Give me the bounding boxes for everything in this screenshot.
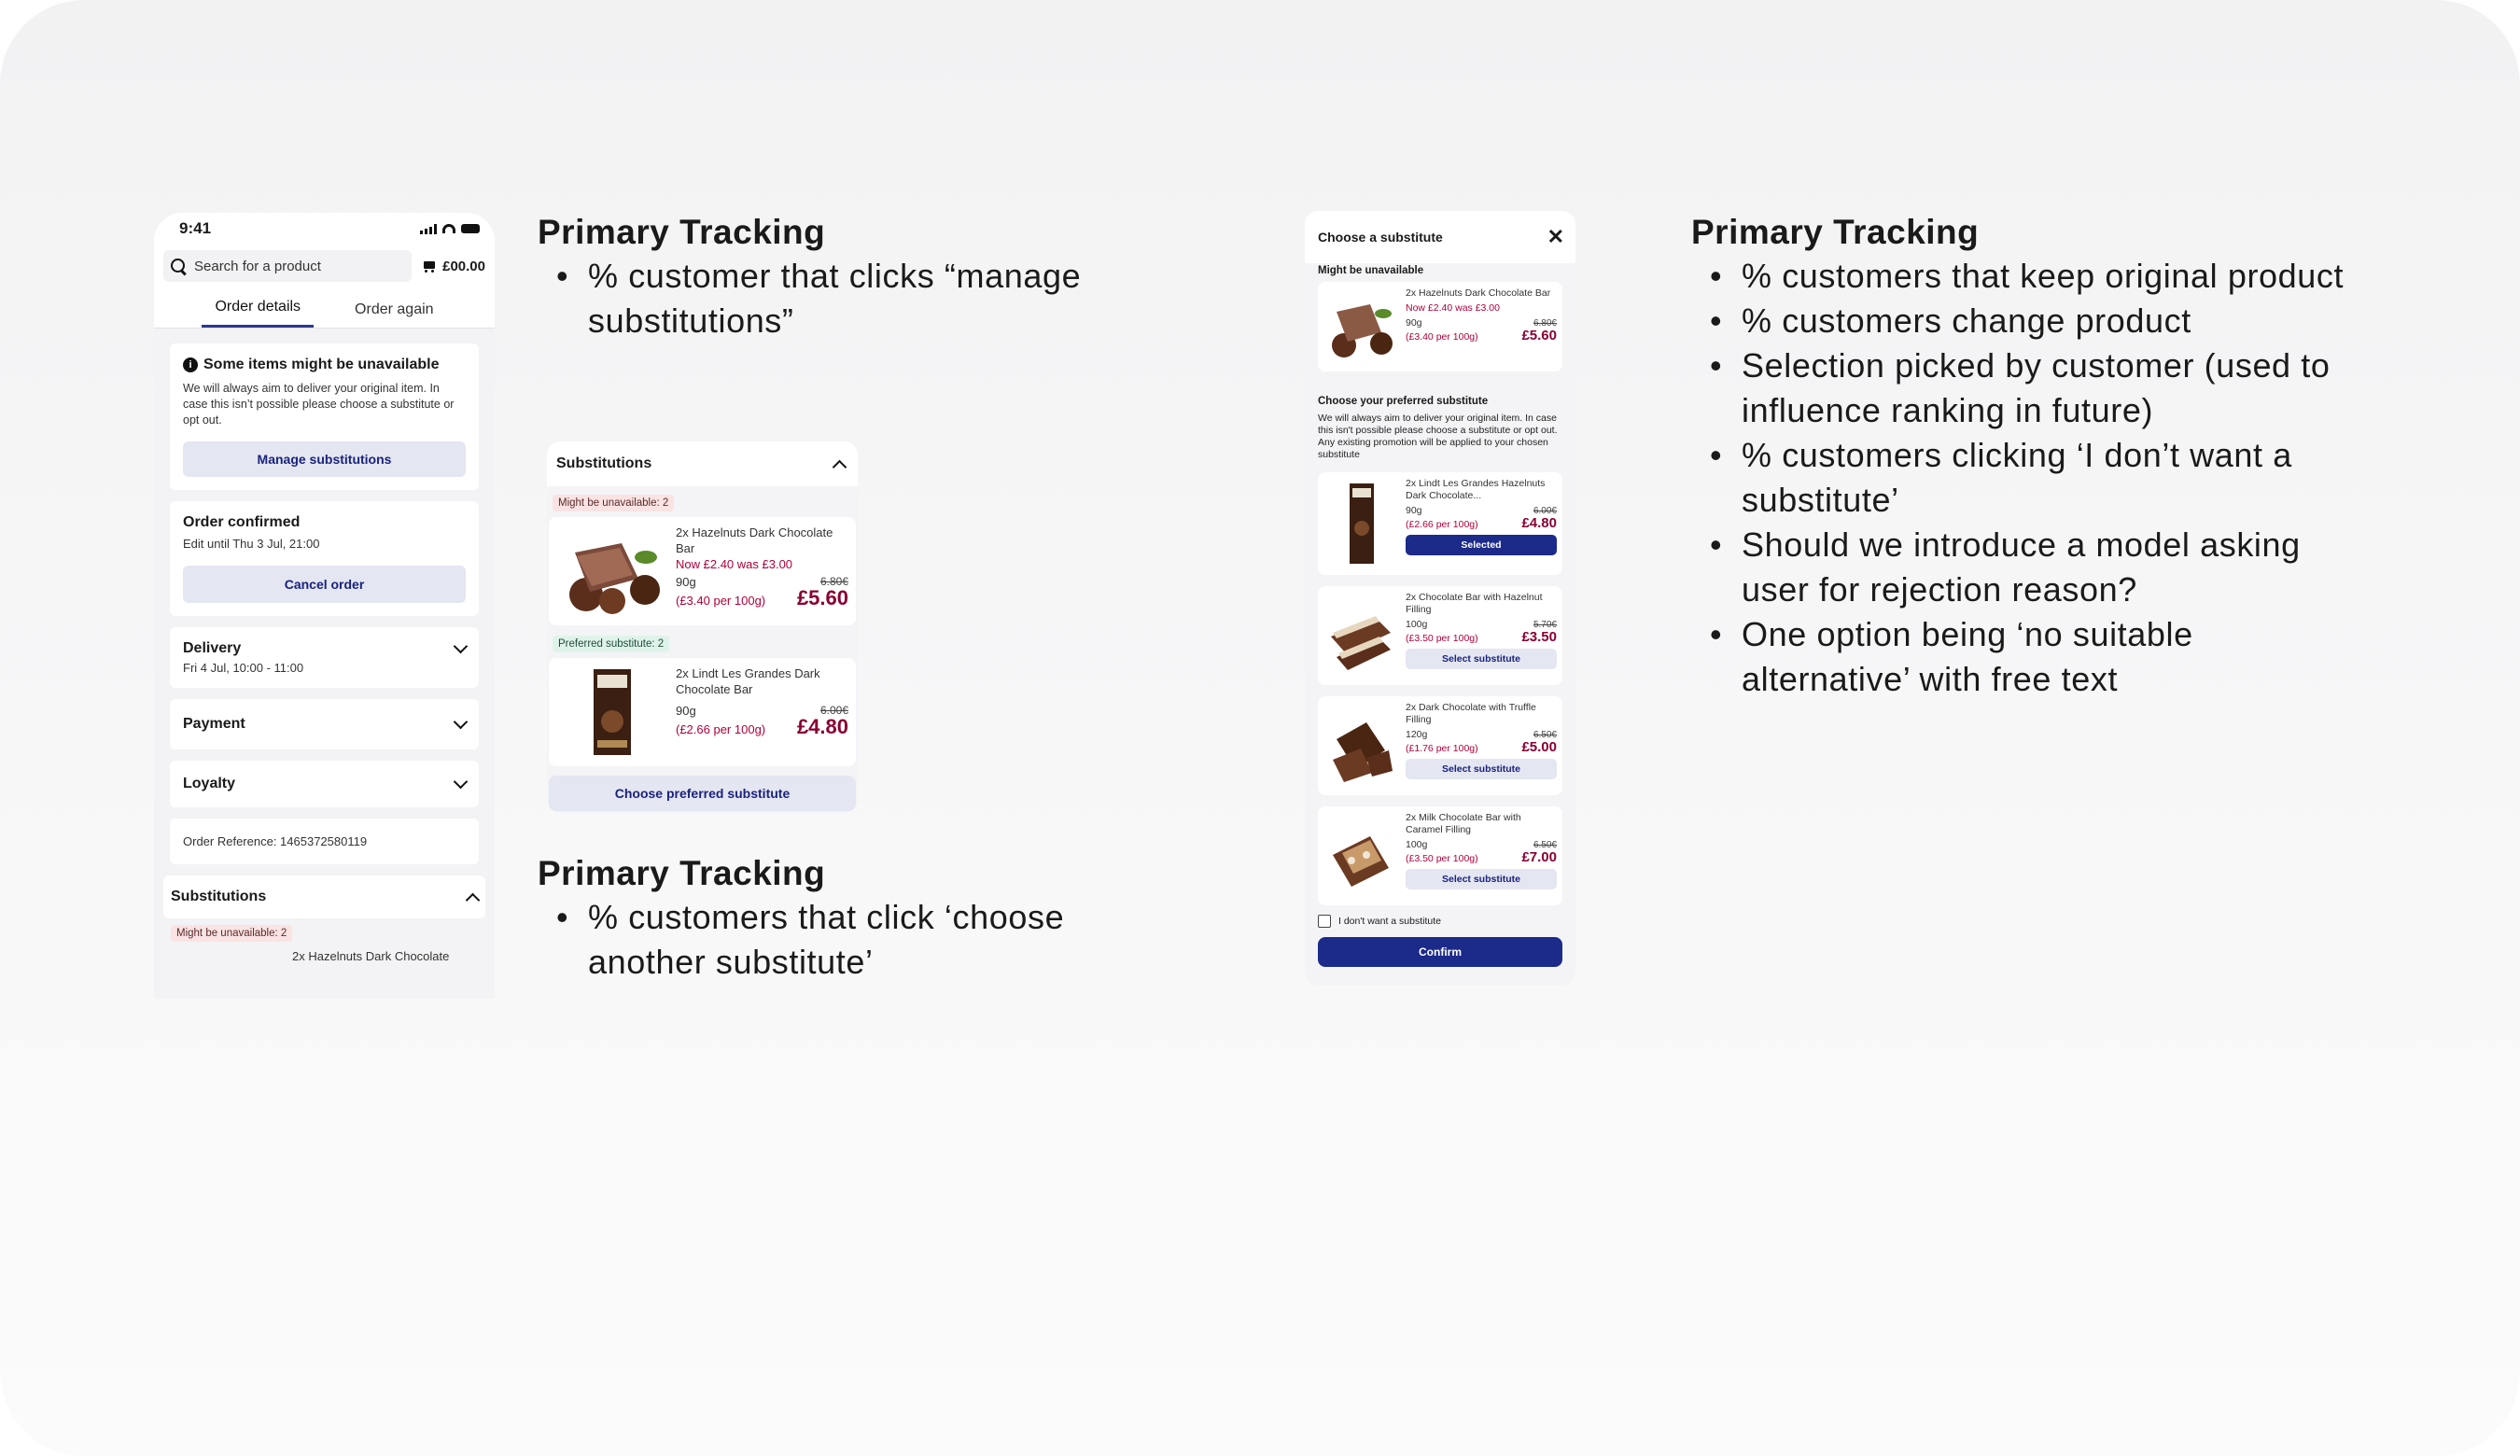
product-weight: 120g: [1406, 729, 1428, 740]
tab-order-details[interactable]: Order details: [202, 299, 314, 328]
product-weight: 90g: [1406, 505, 1422, 516]
product-promo: Now £2.40 was £3.00: [676, 557, 793, 571]
manage-substitutions-button[interactable]: Manage substitutions: [183, 441, 466, 477]
might-be-unavailable-tag: Might be unavailable: 2: [171, 925, 292, 942]
substitutions-header[interactable]: [547, 441, 858, 486]
choose-preferred-substitute-button[interactable]: Choose preferred substitute: [549, 776, 856, 811]
product-price: £5.00: [1521, 739, 1557, 755]
unit-price: (£3.40 per 100g): [1406, 331, 1478, 343]
annotation-item: • % customers change product: [1691, 299, 2363, 343]
loyalty-accordion[interactable]: [170, 761, 479, 807]
status-indicators: [420, 224, 480, 234]
substitutions-peek: [154, 918, 495, 963]
order-reference: Order Reference: 1465372580119: [183, 834, 368, 848]
annotation-item: • % customers clicking ‘I don’t want a substitute’: [1691, 433, 2363, 523]
alert-title: [183, 357, 466, 373]
section-unavailable: Might be unavailable: [1318, 265, 1424, 276]
phone-order-details-screen: [154, 213, 495, 999]
product-name: 2x Lindt Les Grandes Dark Chocolate Bar: [676, 666, 820, 696]
close-icon[interactable]: ✕: [1547, 225, 1564, 248]
search-row: [154, 245, 495, 287]
order-tabs: [154, 287, 495, 329]
product-promo: Now £2.40 was £3.00: [1406, 302, 1500, 314]
select-substitute-button[interactable]: Select substitute: [1406, 649, 1557, 669]
product-weight: 90g: [676, 575, 696, 589]
status-time: 9:41: [179, 219, 212, 237]
substitute-option[interactable]: [1318, 586, 1562, 685]
product-image: [1323, 287, 1398, 366]
product-image: [1323, 478, 1398, 569]
search-input[interactable]: [163, 250, 412, 282]
product-image: [556, 665, 666, 759]
cart-total: £00.00: [442, 258, 485, 274]
payment-accordion[interactable]: [170, 699, 479, 749]
product-was-price: 5.70€: [1533, 620, 1557, 630]
product-price: £3.50: [1521, 629, 1557, 645]
product-name: 2x Milk Chocolate Bar with Caramel Filling: [1406, 812, 1521, 835]
alert-text: We will always aim to deliver your original item. In case this isn’t possible please choose a substitute or opt out.: [183, 382, 455, 427]
product-info: [676, 665, 848, 759]
section-preferred: Choose your preferred substitute: [1318, 396, 1489, 407]
unit-price: (£2.66 per 100g): [1406, 519, 1478, 530]
product-weight: 90g: [676, 704, 696, 718]
annotation-item: • Selection picked by customer (used to influence ranking in future): [1691, 343, 2363, 433]
loyalty-title: Loyalty: [183, 776, 236, 791]
unit-price: (£1.76 per 100g): [1406, 743, 1478, 754]
cancel-order-button[interactable]: Cancel order: [183, 566, 466, 603]
preferred-product-card: [549, 658, 856, 766]
edit-until-text: Edit until Thu 3 Jul, 21:00: [183, 537, 320, 551]
product-info: [1406, 702, 1557, 790]
order-confirmed-title: Order confirmed: [183, 514, 301, 530]
product-was-price: 6.00€: [1533, 506, 1557, 516]
annotation-heading: Primary Tracking: [538, 854, 826, 892]
opt-out-label: I don't want a substitute: [1338, 916, 1441, 927]
annotation-item: • % customers that keep original product: [1691, 254, 2363, 299]
unit-price: (£3.40 per 100g): [676, 594, 766, 608]
product-name: 2x Hazelnuts Dark Chocolate Bar: [676, 525, 833, 555]
tab-order-again[interactable]: Order again: [355, 301, 434, 317]
product-info: [676, 525, 848, 618]
opt-out-checkbox[interactable]: [1318, 915, 1331, 928]
original-product-card: [549, 517, 856, 625]
cart-button[interactable]: [421, 259, 485, 274]
select-substitute-button[interactable]: Select substitute: [1406, 869, 1557, 889]
chevron-up-icon: [833, 459, 847, 474]
product-weight: 100g: [1406, 619, 1428, 630]
info-icon: i: [183, 357, 198, 372]
product-name: 2x Hazelnuts Dark Chocolate Bar: [1406, 287, 1551, 299]
confirm-button[interactable]: Confirm: [1318, 937, 1562, 967]
product-image: [1323, 812, 1398, 900]
substitutions-widget-title: Substitutions: [556, 455, 652, 471]
unit-price: (£3.50 per 100g): [1406, 633, 1478, 644]
annotation-item: • % customer that clicks “manage substitutions”: [538, 254, 1154, 343]
substitute-option[interactable]: [1318, 806, 1562, 905]
annotation-list: [538, 254, 1154, 343]
delivery-time: Fri 4 Jul, 10:00 - 11:00: [183, 661, 304, 675]
substitutions-accordion[interactable]: [163, 875, 485, 918]
product-price: £4.80: [796, 715, 848, 738]
product-was-price: 6.80€: [819, 575, 848, 588]
signal-icon: [420, 224, 437, 234]
substitutions-title: Substitutions: [171, 889, 267, 904]
product-was-price: 6.50€: [1533, 840, 1557, 850]
chevron-down-icon: [454, 638, 469, 653]
unit-price: (£2.66 per 100g): [676, 722, 766, 736]
battery-icon: [461, 224, 480, 233]
product-image: [556, 525, 666, 618]
annotation-manage: [538, 213, 1154, 343]
select-substitute-button[interactable]: Select substitute: [1406, 759, 1557, 779]
product-info: [1406, 287, 1557, 366]
substitute-option[interactable]: [1318, 696, 1562, 795]
chevron-down-icon: [454, 774, 469, 789]
unavailable-alert-card: [170, 343, 479, 490]
annotation-heading: Primary Tracking: [538, 213, 826, 251]
annotation-item: • % customers that click ‘choose another substitute’: [538, 895, 1154, 985]
product-name: 2x Dark Chocolate with Truffle Filling: [1406, 702, 1536, 725]
original-product-card: [1318, 282, 1562, 371]
product-price: £5.60: [1521, 328, 1557, 343]
substitute-option[interactable]: [1318, 472, 1562, 575]
modal-explanation: We will always aim to deliver your original item. In case this isn't possible please choose a substitute or opt out. Any existing promotion will be applied to your chosen substitute: [1318, 413, 1558, 460]
product-weight: 100g: [1406, 839, 1428, 850]
product-info: [1406, 812, 1557, 900]
product-weight: 90g: [1406, 317, 1422, 329]
product-price: £4.80: [1521, 515, 1557, 531]
selected-button[interactable]: Selected: [1406, 535, 1557, 555]
substitutions-widget: [547, 441, 858, 813]
product-was-price: 6.80€: [1533, 318, 1557, 329]
search-icon: [171, 259, 187, 274]
delivery-title: Delivery: [183, 640, 242, 656]
annotation-list: [1691, 254, 2363, 702]
might-be-unavailable-tag: Might be unavailable: 2: [553, 495, 674, 511]
product-name: 2x Lindt Les Grandes Hazelnuts Dark Chocolate...: [1406, 478, 1546, 501]
product-price: £5.60: [796, 586, 848, 609]
annotation-heading: Primary Tracking: [1691, 213, 1980, 251]
opt-out-checkbox-row[interactable]: [1305, 905, 1575, 928]
payment-title: Payment: [183, 716, 245, 732]
product-was-price: 6.00€: [819, 704, 848, 717]
product-image: [1323, 592, 1398, 679]
product-price: £7.00: [1521, 849, 1557, 865]
preferred-substitute-tag: Preferred substitute: 2: [553, 636, 669, 652]
cart-icon: [421, 259, 437, 273]
modal-header: [1305, 211, 1575, 263]
search-placeholder: Search for a product: [194, 258, 321, 274]
wifi-icon: [442, 224, 455, 233]
alert-title-text: Some items might be unavailable: [203, 357, 440, 372]
annotation-list: [538, 895, 1154, 985]
annotation-choose: [538, 854, 1154, 985]
annotation-item: • One option being ‘no suitable alternative’ with free text: [1691, 612, 2363, 702]
annotation-item: • Should we introduce a model asking user for rejection reason?: [1691, 523, 2363, 612]
product-info: [1406, 592, 1557, 679]
chevron-down-icon: [454, 714, 469, 729]
unit-price: (£3.50 per 100g): [1406, 853, 1478, 864]
order-reference-card: [170, 819, 479, 864]
chevron-up-icon: [466, 892, 481, 907]
status-bar: [154, 213, 495, 245]
peek-item-name: 2x Hazelnuts Dark Chocolate: [292, 949, 450, 963]
product-was-price: 6.50€: [1533, 730, 1557, 740]
annotation-modal: [1691, 213, 2363, 702]
product-info: [1406, 478, 1557, 569]
order-confirmed-card: [170, 501, 479, 616]
modal-title: Choose a substitute: [1318, 230, 1443, 245]
product-name: 2x Chocolate Bar with Hazelnut Filling: [1406, 592, 1543, 615]
delivery-accordion[interactable]: [170, 627, 479, 688]
choose-substitute-modal: [1305, 211, 1575, 986]
product-image: [1323, 702, 1398, 790]
